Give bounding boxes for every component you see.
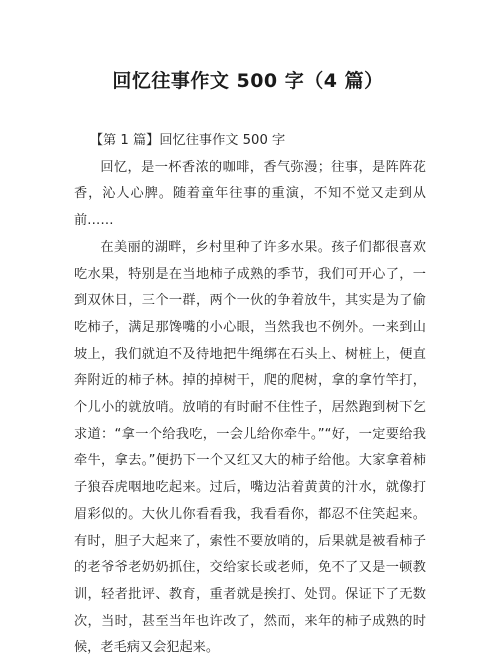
document-title: 回忆往事作文 500 字（4 篇） (112, 70, 384, 92)
section-heading: 【第 1 篇】回忆往事作文 500 字 (89, 133, 286, 148)
paragraph-story: 在美丽的湖畔，乡村里种了许多水果。孩子们都很喜欢吃水果，特别是在当地柿子成熟的季节，我们可开心了，一到双休日，三个一群，两个一伙的争着放牛，其实是为了偷吃柿子，满足那馋嘴的小心眼，当然我也不例外。一来到山坡上，我们就迫不及待地把牛绳绑在石头上、树桩上，便直奔附近的柿子林。掉的掉树干，爬的爬树，拿的拿竹竿打，个儿小的就放哨。放哨的有时耐不住性子，居然跑到树下乞求道：“拿一个给我吃，一会儿给你牵牛。”“好，一定要给我牵牛，拿去。”便扔下一个又红又大的柿子给他。大家拿着柿子狼吞虎咽地吃起来。过后，嘴边沾着黄黄的汁水，就像打眉彩似的。大伙儿你看看我，我看看你，都忍不住笑起来。有时，胆子大起来了，索性不要放哨的，后果就是被看柿子的老爷爷老奶奶抓住，交给家长或老师，免不了又是一顿教训，轻者批评、教育，重者就是挨打、处罚。保证下了无数次，当时，甚至当年也许改了，然而，来年的柿子成熟的时候，老毛病又会犯起来。 (74, 239, 426, 656)
article-body (74, 128, 426, 662)
paragraph-intro: 回忆，是一杯香浓的咖啡，香气弥漫；往事，是阵阵花香，沁人心脾。随着童年往事的重演，不知不觉又走到从前…… (74, 159, 426, 229)
